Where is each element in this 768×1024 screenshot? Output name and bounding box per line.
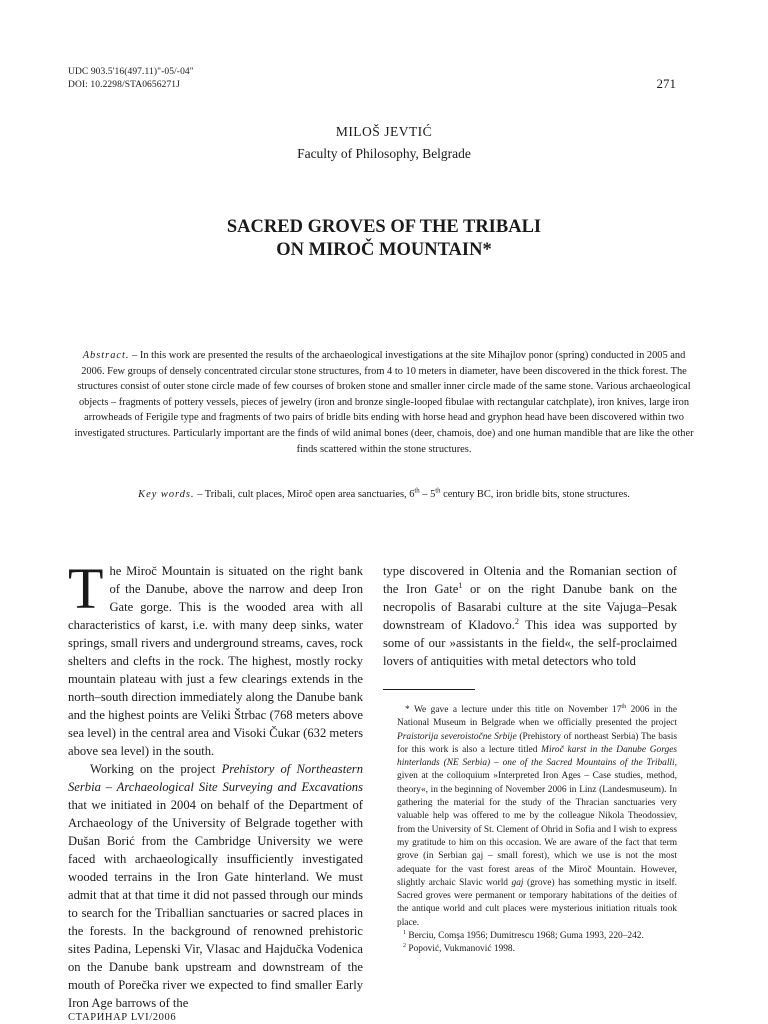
title-line-1: SACRED GROVES OF THE TRIBALI — [226, 217, 542, 237]
title-line-2: ON MIROČ MOUNTAIN* — [276, 240, 492, 260]
footnote-italic: gaj — [511, 877, 524, 888]
author-affiliation: Faculty of Philosophy, Belgrade — [297, 146, 471, 161]
paragraph-3 — [383, 562, 677, 670]
footnote-italic: Praistorija severoistočne Srbije — [397, 731, 517, 742]
journal-name: СТАРИНАР LVI/2006 — [68, 1012, 177, 1023]
paragraph-text: he Miroč Mountain is situated on the right bank of the Danube, above the narrow and deep Iron Gate gorge. This is the wooded area with all characteristics of karst, i.e. with many deep sinks, water springs, small rivers and underground streams, caves, rock shelters and clefts in the rock. The highest, mostly rocky mountain plateau with just a few clearings extends in the north–south direction immediately along the Danube bank and the highest points are Veliki Štrbac (768 meters above sea level) in the central area and Visoki Čukar (632 meters above sea level) in the south. — [68, 564, 363, 758]
keywords — [70, 489, 698, 500]
keywords-text: – Tribali, cult places, Miroč open area sanctuaries, 6 — [194, 489, 415, 500]
footnote-text: given at the colloquium »Interpreted Iron Ages – Case studies, method, theory«, in the beginning of November 2006 in Linz (Landesmuseum). In gathering the material for the study of the Thracian sanctuaries very valuable help was offered to me by the colleague Nikola Theodossiev, from the University of St. Clement of Ohrid in Sofia and I wish to express my gratitude to him on this occasion. We are aware of the fact that term grove (in Serbian gaj – small forest), which we use is not the most adequate for the vast forest areas of the Miroč Mountain. However, slightly archaic Slavic world — [397, 771, 677, 888]
footnote-text: Berciu, Comşa 1956; Dumitrescu 1968; Guma 1993, 220–242. — [406, 931, 644, 942]
superscript: th — [414, 487, 420, 495]
udc-doi-header — [68, 66, 194, 92]
paragraph-text: or on the right Danube bank on the necropolis of Basarabi culture at the site Vajuga–Pesak downstream of Kladovo. — [383, 582, 678, 632]
footnote-number: 2 — [403, 943, 407, 950]
footnote-italic: Miroč karst in the Danube Gorges hinterlands (NE Serbia) – one of the Sacred Mountains of the Triballi, — [397, 744, 678, 769]
author-name: MILOŠ JEVTIĆ — [335, 124, 433, 139]
abstract — [70, 348, 698, 457]
footnote-divider — [383, 689, 475, 690]
project-title: Prehistory of Northeastern Serbia – Archaeological Site Surveying and Excavations — [68, 762, 363, 794]
page-number: 271 — [656, 76, 676, 91]
udc-code: UDC 903.5'16(497.11)"-05/-04" — [68, 67, 194, 77]
footnote-number: 1 — [403, 929, 407, 936]
footnote-ref-1: 1 — [458, 580, 463, 590]
footnote-star — [383, 704, 677, 930]
paragraph-text: Working on the project — [90, 762, 222, 776]
drop-cap: T — [68, 556, 104, 621]
superscript: th — [621, 703, 627, 710]
keywords-label: Key words. — [138, 489, 195, 500]
footnote-text: (Prehistory of northeast Serbia) The basis for this work is also a lecture titled — [397, 731, 677, 755]
footnote-text: * We gave a lecture under this title on November 17 — [405, 705, 622, 715]
footnote-1 — [383, 930, 677, 943]
abstract-label: Abstract. — [82, 350, 130, 361]
footnote-ref-2: 2 — [514, 616, 519, 626]
paragraph-text: This idea was supported by some of our »assistants in the field«, the self-proclaimed lovers of antiquities with metal detectors who told — [383, 618, 677, 668]
footnote-text: (grove) has something mystic in itself. Sacred groves were permanent or temporary habitations of the deities of the antique world and cult places were mysterious initiation rituals took place. — [397, 877, 678, 928]
keywords-text: – 5 — [419, 489, 436, 500]
paragraph-text: that we initiated in 2004 on behalf of the Department of Archaeology of the University of Belgrade together with Dušan Borić from the Cambridge University we were faced with archaeologically insufficiently investigated wooded terrains in the Iron Gate hinterland. We must admit that at that time it did not passed through our minds to search for the Triballian sanctuaries or sacred places in the forests. In the background of renowned prehistoric sites Padina, Lepenski Vir, Vlasac and Hajdučka Vodenica on the Danube bank upstream and downstream of the mouth of Porečka river we expected to find smaller Early Iron Age barrows of the — [68, 798, 363, 1010]
keywords-text: century BC, iron bridle bits, stone structures. — [440, 489, 630, 500]
paragraph-1 — [68, 556, 363, 760]
footnote-text: Popović, Vukmanović 1998. — [406, 944, 515, 955]
superscript: th — [435, 487, 441, 495]
paper-title — [0, 216, 768, 262]
doi: DOI: 10.2298/STA0656271J — [68, 80, 180, 90]
footnote-text: 2006 in the National Museum in Belgrade when we officially presented the project — [397, 705, 677, 729]
body-column-left — [68, 556, 363, 1012]
footnote-2 — [383, 943, 677, 956]
body-column-right — [383, 562, 677, 670]
footnotes — [383, 704, 677, 957]
paragraph-2 — [68, 760, 363, 1012]
abstract-text: – In this work are presented the results of the archaeological investigations at the site Mihajlov ponor (spring) conducted in 2005 and 2006. Few groups of densely concentrated circular stone structures, from 4 to 10 meters in diameter, have been discovered in the thick forest. The structures consist of outer stone circle made of few courses of broken stone and smaller inner circle made of the same stone. Various archaeological objects – fragments of pottery vessels, pieces of jewelry (iron and bronze single-looped fibulae with rectangular catchplate), iron knives, large iron arrowheads of Ferigile type and fragments of two pairs of bridle bits ending with horse head and gryphon head have been discovered within two investigated structures. Particularly important are the finds of wild animal bones (deer, chamois, doe) and one human mandible that are like the other finds scattered within the stone structures. — [74, 350, 694, 455]
paragraph-text: type discovered in Oltenia and the Romanian section of the Iron Gate — [383, 564, 677, 596]
